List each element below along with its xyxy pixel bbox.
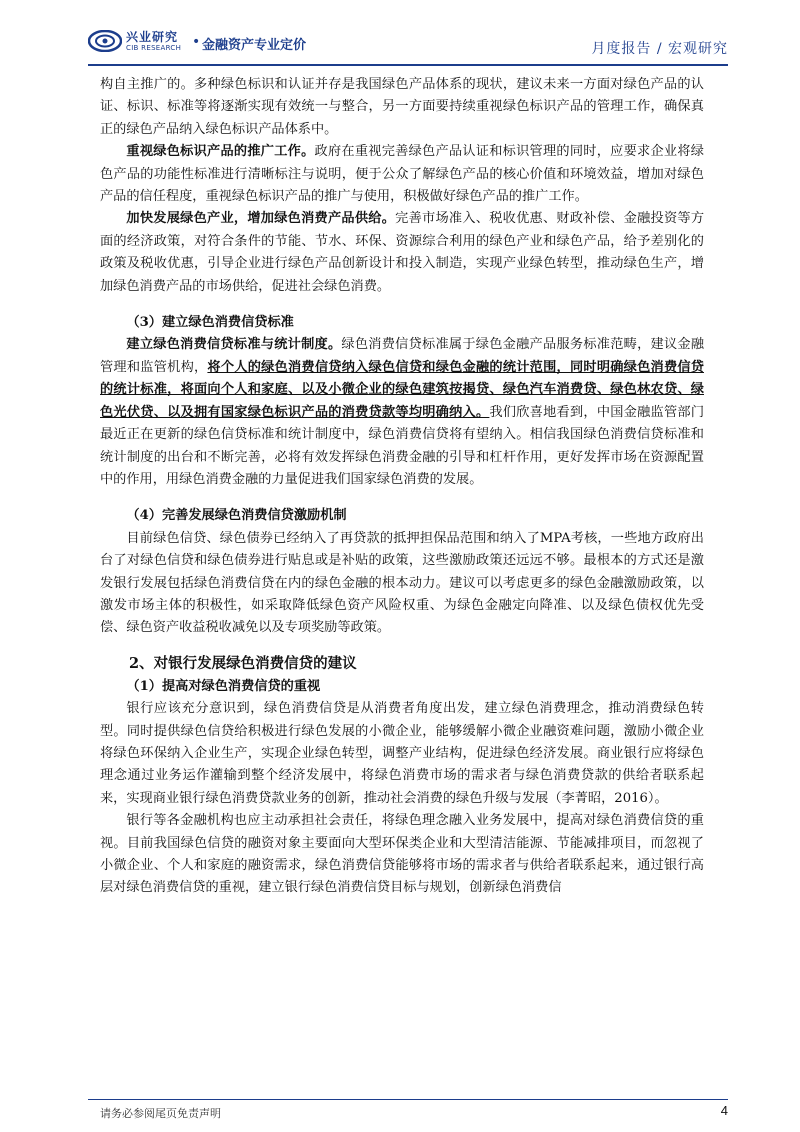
subsection-2-1-heading: （1）提高对绿色消费信贷的重视	[126, 678, 321, 694]
page-number: 4	[720, 1103, 728, 1118]
paragraph-4-text-b: 我们欣喜地看到，中国金融监管部门最近正在更新的绿色信贷标准和统计制度中，绿色消费信贷将有望纳入。相信我国绿色消费信贷标准和统计制度的出台和不断完善，必将有效发挥绿色消费金融的引导和杠杆作用，更好发挥市场在资源配置中的作用，用绿色消费金融的力量促进我们国家绿色消费的发展。	[100, 404, 705, 487]
report-type: 月度报告 / 宏观研究	[591, 41, 728, 57]
paragraph-3	[100, 208, 704, 298]
paragraph-1: 构自主推广的。多种绿色标识和认证并存是我国绿色产品体系的现状，建议未来一方面对绿色产品的认证、标识、标准等将逐渐实现有效统一与整合，另一方面要持续重视绿色标识产品的管理工作，确保真正的绿色产品纳入绿色标识产品体系中。	[100, 77, 704, 137]
logo-cn-text: 兴业研究	[126, 30, 179, 44]
paragraph-4-lead: 建立绿色消费信贷标准与统计制度。	[126, 337, 342, 353]
subsection-4-heading: （4）完善发展绿色消费信贷激励机制	[126, 508, 347, 524]
disclaimer-note: 请务必参阅尾页免责声明	[100, 1107, 221, 1120]
paragraph-6: 银行应该充分意识到，绿色消费信贷是从消费者角度出发，建立绿色消费理念，推动消费绿色转型。同时提供绿色信贷给积极进行绿色发展的小微企业，能够缓解小微企业融资难问题，激励小微企业将绿色环保纳入企业生产，实现企业绿色转型，调整产业结构，促进绿色经济发展。商业银行应将绿色理念通过业务运作灌输到整个经济发展中，将绿色消费市场的需求者与绿色消费贷款的供给者联系起来，实现商业银行绿色消费贷款业务的创新，推动社会消费的绿色升级与发展（李菁昭，2016）。	[100, 701, 704, 806]
logo-en-text: CIB RESEARCH	[126, 44, 182, 52]
paragraph-7: 银行等各金融机构也应主动承担社会责任，将绿色理念融入业务发展中，提高对绿色消费信贷的重视。目前我国绿色信贷的融资对象主要面向大型环保类企业和大型清洁能源、节能减排项目，而忽视了小微企业、个人和家庭的融资需求，绿色消费信贷能够将市场的需求者与供给者联系起来，通过银行高层对绿色消费信贷的重视，建立银行绿色消费信贷目标与规划，创新绿色消费信	[100, 813, 704, 896]
cib-logo-icon	[88, 30, 122, 52]
paragraph-3-lead: 加快发展绿色产业，增加绿色消费产品供给。	[126, 211, 396, 227]
footer-rule	[88, 1099, 728, 1100]
paragraph-4-text-a: 绿色消费信贷标准属于绿色金融产品服务标准范畴，建议金融管理和监管机构，	[100, 337, 705, 375]
paragraph-4-underlined: 将个人的绿色消费信贷纳入绿色信贷和绿色金融的统计范围，同时明确绿色消费信贷的统计标准，将面向个人和家庭、以及小微企业的绿色建筑按揭贷、绿色汽车消费贷、绿色林农贷、绿色光伏贷、以及拥有国家绿色标识产品的消费贷款等均明确纳入。	[100, 359, 704, 420]
page-body	[100, 74, 704, 900]
paragraph-3-text: 完善市场准入、税收优惠、财政补偿、金融投资等方面的经济政策，对符合条件的节能、节水、环保、资源综合利用的绿色产业和绿色产品，给予差别化的政策及税收优惠，引导企业进行绿色产品创新设计和投入制造，实现产业绿色转型，推动绿色生产，增加绿色消费产品的市场供给，促进社会绿色消费。	[100, 211, 705, 294]
paragraph-4	[100, 334, 704, 491]
header-rule	[88, 64, 728, 66]
paragraph-2-text: 政府在重视完善绿色产品认证和标识管理的同时，应要求企业将绿色产品的功能性标准进行清晰标注与说明，便于公众了解绿色产品的核心价值和环境效益，增加对绿色产品的信任程度，重视绿色标识产品的推广与使用，积极做好绿色产品的推广工作。	[100, 144, 704, 205]
section-2-heading: 2、对银行发展绿色消费信贷的建议	[129, 654, 357, 672]
header-slogan: 金融资产专业定价	[202, 38, 307, 53]
paragraph-2	[100, 141, 704, 208]
header-separator: •	[192, 34, 201, 50]
paragraph-2-lead: 重视绿色标识产品的推广工作。	[126, 144, 315, 160]
subsection-3-heading: （3）建立绿色消费信贷标准	[126, 315, 294, 331]
paragraph-5: 目前绿色信贷、绿色债券已经纳入了再贷款的抵押担保品范围和纳入了MPA考核，一些地方政府出台了对绿色信贷和绿色债券进行贴息或是补贴的政策，这些激励政策还远远不够。最根本的方式还是激发银行发展包括绿色消费信贷在内的绿色金融的根本动力。建议可以考虑更多的绿色金融激励政策，以激发市场主体的积极性，如采取降低绿色资产风险权重、为绿色金融定向降准、以及绿色债权优先受偿、绿色资产收益税收减免以及专项奖励等政策。	[100, 530, 704, 636]
page-header	[88, 24, 728, 64]
